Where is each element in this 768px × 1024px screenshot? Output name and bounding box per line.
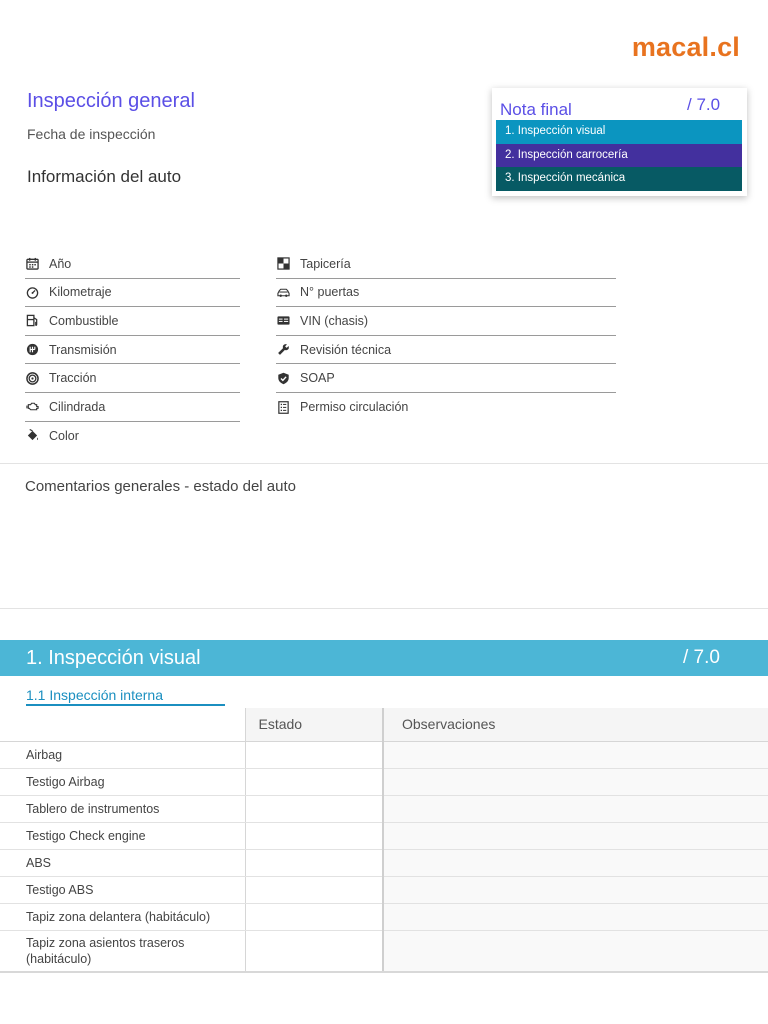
item-name: Testigo Airbag (0, 768, 245, 795)
observations-cell (383, 876, 768, 903)
spec-label: Kilometraje (49, 285, 112, 300)
item-name: Testigo ABS (0, 876, 245, 903)
observations-cell (383, 930, 768, 972)
table-row (0, 741, 768, 768)
observations-cell (383, 795, 768, 822)
item-name: Tapiz zona asientos traseros (habitáculo) (0, 930, 245, 972)
spec-displacement (25, 393, 240, 422)
brand-logo: macal.cl (631, 32, 740, 62)
paint-bucket-icon (25, 428, 40, 443)
observations-cell (383, 822, 768, 849)
spec-circulation-permit (276, 393, 616, 422)
auto-info-heading: Información del auto (27, 167, 182, 186)
document-icon (276, 400, 291, 415)
spec-mileage (25, 279, 240, 308)
shield-check-icon (276, 371, 291, 386)
spec-label: Tapicería (300, 256, 351, 271)
wrench-icon (276, 342, 291, 357)
spec-transmission (25, 336, 240, 365)
final-grade-max: / 7.0 (687, 95, 721, 114)
spec-label: Color (49, 428, 79, 443)
section-header-visual-inspection (0, 640, 768, 676)
status-cell (245, 768, 383, 795)
spec-label: Transmisión (49, 342, 117, 357)
inspection-date-label: Fecha de inspección (27, 126, 156, 142)
spec-traction (25, 364, 240, 393)
vehicle-specs-right (276, 250, 616, 422)
inspection-table (0, 708, 768, 973)
spec-label: N° puertas (300, 285, 360, 300)
status-cell (245, 930, 383, 972)
calendar-icon (25, 256, 40, 271)
final-grade-label: Nota final (500, 100, 572, 119)
item-name: Airbag (0, 741, 245, 768)
item-name: Testigo Check engine (0, 822, 245, 849)
table-row (0, 822, 768, 849)
spec-label: SOAP (300, 371, 335, 386)
id-card-icon (276, 313, 291, 328)
general-comments-box (0, 463, 768, 609)
observations-cell (383, 903, 768, 930)
spec-label: Combustible (49, 313, 119, 328)
observations-cell (383, 768, 768, 795)
report-title: Inspección general (27, 90, 195, 112)
item-name: Tablero de instrumentos (0, 795, 245, 822)
observations-cell (383, 849, 768, 876)
spec-label: Permiso circulación (300, 400, 409, 415)
grade-row-bodywork: 2. Inspección carrocería (496, 144, 742, 168)
section-title: 1. Inspección visual (26, 647, 201, 669)
column-header-status: Estado (245, 708, 383, 741)
spec-soap (276, 364, 616, 393)
spec-label: Tracción (49, 371, 97, 386)
status-cell (245, 741, 383, 768)
column-header-observations: Observaciones (383, 708, 768, 741)
table-row (0, 903, 768, 930)
item-name: ABS (0, 849, 245, 876)
tire-icon (25, 371, 40, 386)
table-row (0, 876, 768, 903)
status-cell (245, 903, 383, 930)
gear-icon (25, 342, 40, 357)
spec-vin (276, 307, 616, 336)
spec-label: Año (49, 256, 72, 271)
checker-icon (276, 256, 291, 271)
speedometer-icon (25, 285, 40, 300)
item-name: Tapiz zona delantera (habitáculo) (0, 903, 245, 930)
section-max-grade: / 7.0 (683, 647, 720, 668)
status-cell (245, 822, 383, 849)
subsection-title: 1.1 Inspección interna (26, 687, 225, 706)
table-row (0, 768, 768, 795)
table-row (0, 930, 768, 972)
status-cell (245, 876, 383, 903)
final-grade-header (492, 88, 747, 120)
spec-technical-review (276, 336, 616, 365)
column-header-item (0, 708, 245, 741)
status-cell (245, 795, 383, 822)
spec-year (25, 250, 240, 279)
grade-row-visual: 1. Inspección visual (496, 120, 742, 144)
table-row (0, 849, 768, 876)
spec-label: VIN (chasis) (300, 313, 369, 328)
spec-upholstery (276, 250, 616, 279)
vehicle-specs-left (25, 250, 240, 450)
spec-color (25, 422, 240, 451)
spec-label: Revisión técnica (300, 342, 392, 357)
status-cell (245, 849, 383, 876)
spec-label: Cilindrada (49, 399, 106, 414)
fuel-icon (25, 313, 40, 328)
table-row (0, 795, 768, 822)
engine-icon (25, 399, 40, 414)
general-comments-label: Comentarios generales - estado del auto (25, 478, 296, 495)
spec-fuel (25, 307, 240, 336)
table-header-row (0, 708, 768, 741)
final-grade-card (492, 88, 747, 196)
car-icon (276, 285, 291, 300)
spec-doors (276, 279, 616, 308)
grade-row-mechanical: 3. Inspección mecánica (496, 167, 742, 191)
observations-cell (383, 741, 768, 768)
